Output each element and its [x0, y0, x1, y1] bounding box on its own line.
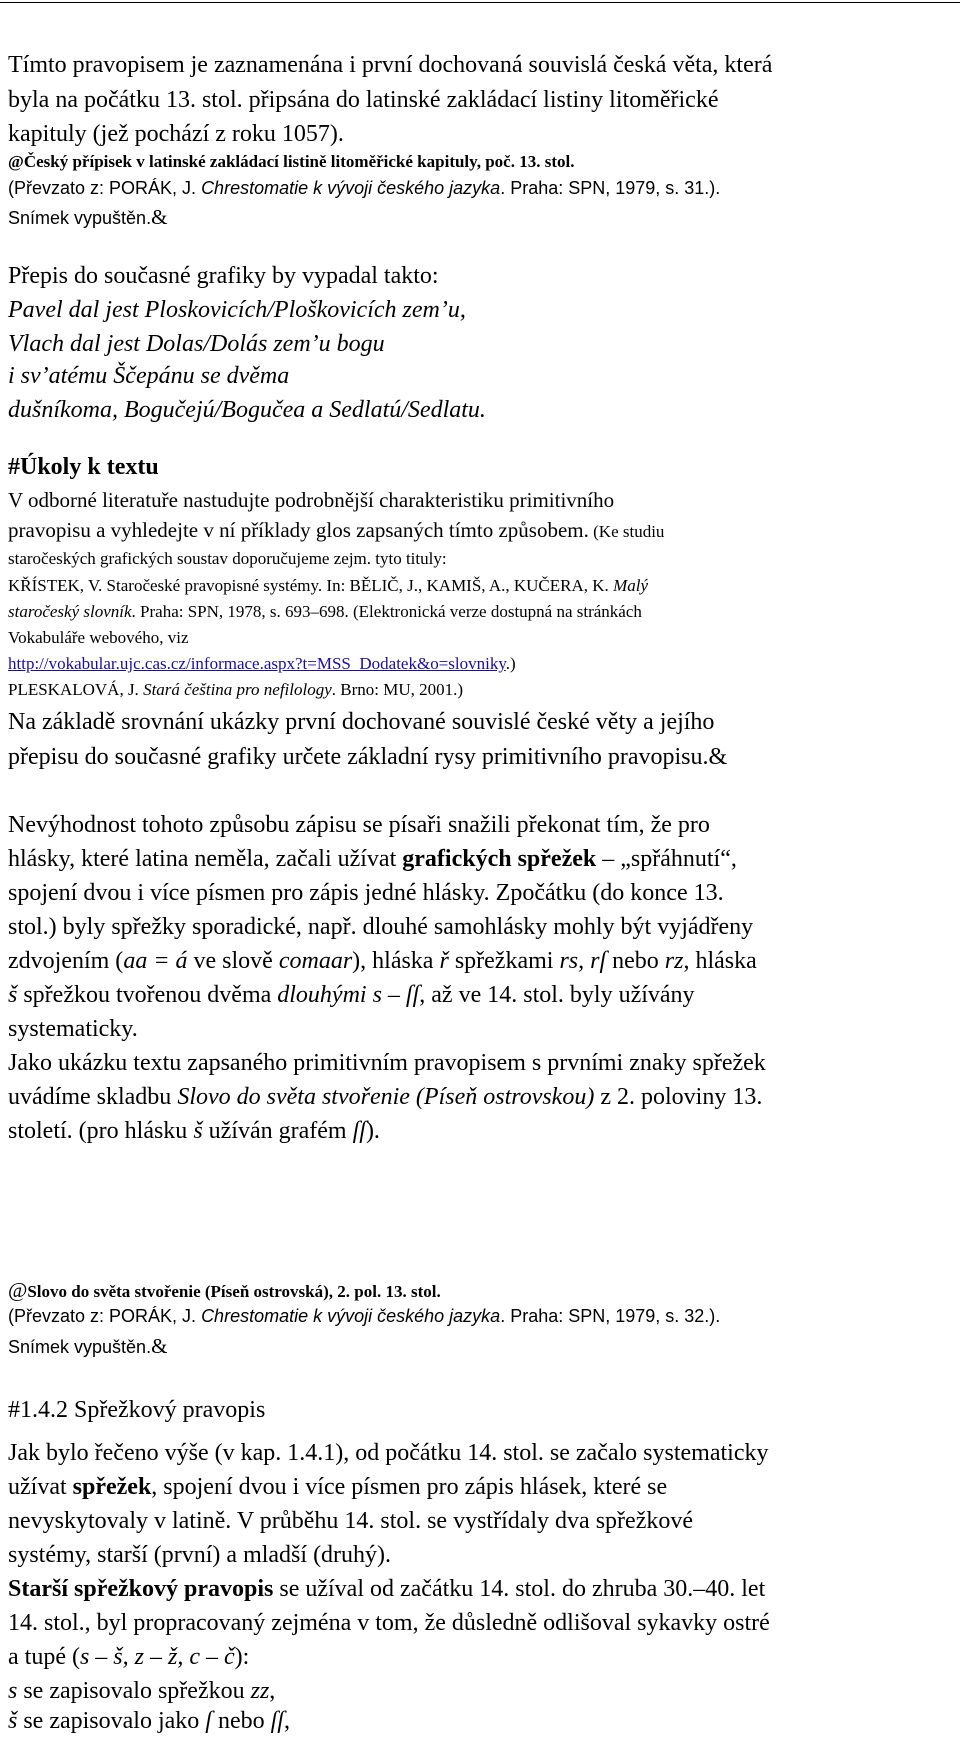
transcription-line: i sv’atému Ščepánu se dvěma	[8, 363, 290, 389]
body-line: systémy, starší (první) a mladší (druhý).	[8, 1542, 392, 1568]
tasks-paragraph-line: pravopisu a vyhledejte v ní příklady glos zapsaných tímto způsobem. (Ke studiu	[8, 518, 665, 542]
body-line: Jako ukázku textu zapsaného primitivním pravopisem s prvními znaky spřežek	[8, 1050, 766, 1076]
reference-entry: PLESKALOVÁ, J. Stará čeština pro nefilology. Brno: MU, 2001.)	[8, 680, 464, 699]
figure-caption-title: @Český přípisek v latinské zakládací listině litoměřické kapituly, poč. 13. stol.	[8, 152, 575, 171]
tasks-paragraph-line: V odborné literatuře nastudujte podrobnější charakteristiku primitivního	[8, 488, 615, 512]
reference-entry: Vokabuláře webového, viz	[8, 628, 189, 647]
caption-marker: @	[8, 1278, 28, 1302]
tasks-paragraph-line: přepisu do současné grafiky určete základní rysy primitivního pravopisu.&	[8, 744, 728, 770]
body-line: 14. stol., byl propracovaný zejména v tom, že důsledně odlišoval sykavky ostré	[8, 1610, 770, 1636]
body-line: spojení dvou i více písmen pro zápis jedné hlásky. Zpočátku (do konce 13.	[8, 880, 724, 906]
body-line: zdvojením (aa = á ve slově comaar), hláska ř spřežkami rs, rſ nebo rz, hláska	[8, 948, 757, 974]
figure-caption-title: @Slovo do světa stvořenie (Píseň ostrovská), 2. pol. 13. stol.	[8, 1278, 441, 1302]
body-line: š spřežkou tvořenou dvěma dlouhými s – ſſ, až ve 14. stol. byly užívány	[8, 982, 695, 1008]
body-line: systematicky.	[8, 1016, 138, 1042]
tasks-paragraph-line: Na základě srovnání ukázky první dochované souvislé české věty a jejího	[8, 709, 715, 735]
body-line: hlásky, které latina neměla, začali užívat grafických spřežek – „spřáhnutí“,	[8, 846, 737, 872]
caption-marker: @	[8, 152, 24, 171]
figure-caption-source: (Převzato z: PORÁK, J. Chrestomatie k vývoji českého jazyka. Praha: SPN, 1979, s. 32.).	[8, 1306, 721, 1326]
transcription-line: Vlach dal jest Dolas/Dolás zem’u bogu	[8, 331, 385, 357]
body-line: Starší spřežkový pravopis se užíval od začátku 14. stol. do zhruba 30.–40. let	[8, 1576, 766, 1602]
reference-entry: KŘÍSTEK, V. Staročeské pravopisné systémy. In: BĚLIČ, J., KAMIŠ, A., KUČERA, K. Malý	[8, 576, 648, 595]
body-line: Nevýhodnost tohoto způsobu zápisu se písaři snažili překonat tím, že pro	[8, 812, 710, 838]
vokabular-link[interactable]: http://vokabular.ujc.cas.cz/informace.aspx?t=MSS_Dodatek&o=slovniky	[8, 654, 506, 673]
intro-line: byla na počátku 13. stol. připsána do latinské zakládací listiny litoměřické	[8, 87, 719, 113]
figure-omitted-note: Snímek vypuštěn.&	[8, 205, 168, 229]
body-line: a tupé (s – š, z – ž, c – č):	[8, 1644, 250, 1670]
reference-entry: staročeský slovník. Praha: SPN, 1978, s. 693–698. (Elektronická verze dostupná na stránkách	[8, 602, 642, 621]
section-heading: #1.4.2 Spřežkový pravopis	[8, 1397, 266, 1423]
rule-line: š se zapisovalo jako ſ nebo ſſ,	[8, 1708, 290, 1734]
transcription-line: Pavel dal jest Ploskovicích/Ploškovicích zem’u,	[8, 297, 466, 323]
top-rule	[0, 2, 960, 3]
reference-note: staročeských grafických soustav doporučujeme zejm. tyto tituly:	[8, 549, 447, 568]
reference-entry: http://vokabular.ujc.cas.cz/informace.aspx?t=MSS_Dodatek&o=slovniky.)	[8, 654, 516, 673]
body-line: uvádíme skladbu Slovo do světa stvořenie (Píseň ostrovskou) z 2. poloviny 13.	[8, 1084, 763, 1110]
figure-omitted-note: Snímek vypuštěn.&	[8, 1334, 168, 1358]
intro-line: kapituly (jež pochází z roku 1057).	[8, 121, 344, 147]
body-line: století. (pro hlásku š užíván grafém ſſ).	[8, 1118, 380, 1144]
transcription-line: dušníkoma, Bogučejú/Bogučea a Sedlatú/Sedlatu.	[8, 397, 486, 423]
rule-line: s se zapisovalo spřežkou zz,	[8, 1678, 276, 1704]
body-line: stol.) byly spřežky sporadické, např. dlouhé samohlásky mohly být vyjádřeny	[8, 914, 754, 940]
body-line: užívat spřežek, spojení dvou i více písmen pro zápis hlásek, které se	[8, 1474, 668, 1500]
body-line: Jak bylo řečeno výše (v kap. 1.4.1), od počátku 14. stol. se začalo systematicky	[8, 1440, 769, 1466]
intro-line: Tímto pravopisem je zaznamenána i první dochovaná souvislá česká věta, která	[8, 52, 773, 78]
tasks-heading: #Úkoly k textu	[8, 454, 159, 480]
body-line: nevyskytovaly v latině. V průběhu 14. stol. se vystřídaly dva spřežkové	[8, 1508, 693, 1534]
figure-caption-source: (Převzato z: PORÁK, J. Chrestomatie k vývoji českého jazyka. Praha: SPN, 1979, s. 31.).	[8, 178, 721, 198]
transcription-intro: Přepis do současné grafiky by vypadal takto:	[8, 263, 439, 289]
